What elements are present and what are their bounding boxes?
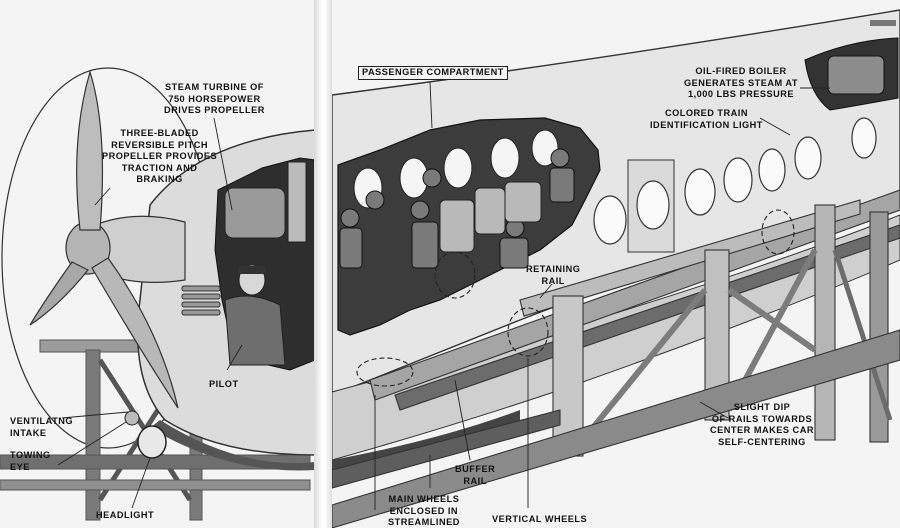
label-steam-turbine: STEAM TURBINE OF 750 HORSEPOWER DRIVES PROPELLER bbox=[164, 82, 265, 115]
label-buffer-rail: BUFFER RAIL bbox=[455, 464, 496, 486]
label-passenger-compartment: PASSENGER COMPARTMENT bbox=[358, 66, 508, 80]
label-propeller: THREE-BLADED REVERSIBLE PITCH PROPELLER PROVIDES TRACTION AND BRAKING bbox=[102, 128, 218, 184]
label-vertical-wheels: VERTICAL WHEELS bbox=[492, 514, 588, 524]
label-main-wheels: MAIN WHEELS ENCLOSED IN STREAMLINED bbox=[388, 494, 460, 527]
label-pilot: PILOT bbox=[209, 379, 239, 389]
label-towing-eye: TOWING EYE bbox=[10, 450, 51, 472]
right-page-drawing bbox=[332, 10, 900, 528]
label-headlight: HEADLIGHT bbox=[96, 510, 155, 520]
label-identification-light: COLORED TRAIN IDENTIFICATION LIGHT bbox=[650, 108, 763, 130]
propeller-blade-lower-left bbox=[30, 262, 88, 325]
propeller-blade-top bbox=[77, 72, 103, 230]
label-retaining-rail: RETAINING RAIL bbox=[526, 264, 581, 286]
label-ventilating-intake: VENTILATNG INTAKE bbox=[10, 416, 74, 438]
towing-eye bbox=[125, 411, 139, 425]
headlight bbox=[138, 426, 166, 458]
page-gutter bbox=[314, 0, 332, 528]
label-boiler: OIL-FIRED BOILER GENERATES STEAM AT 1,000 LBS PRESSURE bbox=[684, 66, 798, 99]
label-slight-dip: SLIGHT DIP OF RAILS TOWARDS CENTER MAKES CAR SELF-CENTERING bbox=[710, 402, 814, 447]
